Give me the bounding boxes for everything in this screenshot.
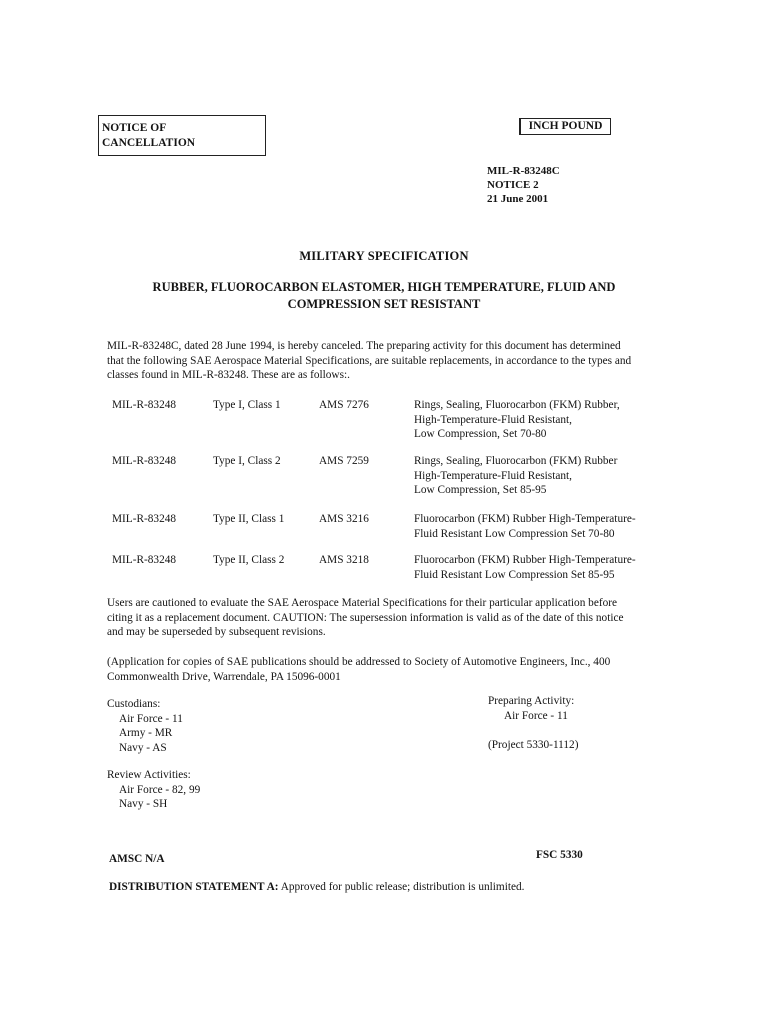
specification-title-line1: RUBBER, FLUOROCARBON ELASTOMER, HIGH TEMPERATURE, FLUID AND (152, 280, 616, 294)
replacement-type-class: Type I, Class 2 (213, 455, 281, 467)
replacement-spec: MIL-R-83248 (112, 513, 177, 525)
preparing-activity-value: Air Force - 11 (504, 709, 568, 722)
replacement-ams: AMS 3216 (319, 513, 369, 525)
distribution-statement-text: Approved for public release; distribution is unlimited. (278, 881, 525, 893)
review-activities-label: Review Activities: (107, 769, 191, 781)
caution-line: citing it as a replacement document. CAUTION: The supersession information is valid as of the date of this notice (107, 611, 624, 624)
document-number: MIL-R-83248C (487, 165, 560, 177)
description-line: Fluid Resistant Low Compression Set 70-80 (414, 527, 615, 540)
specification-title (100, 279, 668, 313)
description-line: Rings, Sealing, Fluorocarbon (FKM) Rubber (414, 455, 618, 467)
application-line: Commonwealth Drive, Warrendale, PA 15096-0001 (107, 670, 341, 683)
replacement-description (414, 454, 664, 498)
replacement-ams: AMS 7259 (319, 455, 369, 467)
custodians-block (107, 697, 183, 755)
description-line: Low Compression, Set 85-95 (414, 484, 547, 496)
replacement-type-class: Type II, Class 1 (213, 513, 285, 525)
replacement-spec: MIL-R-83248 (112, 399, 177, 411)
application-line: (Application for copies of SAE publications should be addressed to Society of Automotive Engineers, Inc., 400 (107, 656, 611, 668)
notice-of-cancellation-box (98, 115, 266, 156)
replacement-ams: AMS 3218 (319, 554, 369, 566)
notice-date: 21 June 2001 (487, 193, 549, 205)
caution-line: and may be superseded by subsequent revisions. (107, 626, 326, 638)
custodians-label: Custodians: (107, 698, 161, 710)
description-line: Fluorocarbon (FKM) Rubber High-Temperature- (414, 513, 636, 525)
amsc-code: AMSC N/A (109, 853, 165, 865)
project-number: (Project 5330-1112) (488, 739, 579, 751)
custodian-item: Army - MR (119, 727, 173, 739)
custodian-item: Air Force - 11 (119, 712, 183, 725)
replacement-description (414, 512, 664, 541)
replacement-spec: MIL-R-83248 (112, 554, 177, 566)
inch-pound-box: INCH POUND (519, 118, 611, 135)
description-line: Fluorocarbon (FKM) Rubber High-Temperature- (414, 554, 636, 566)
replacement-type-class: Type I, Class 1 (213, 399, 281, 411)
replacement-spec: MIL-R-83248 (112, 455, 177, 467)
intro-line: that the following SAE Aerospace Material Specifications, are suitable replacements, in accordance to the types and (107, 354, 632, 367)
intro-line: MIL-R-83248C, dated 28 June 1994, is hereby canceled. The preparing activity for this document has determined (107, 340, 621, 352)
replacement-description (414, 398, 664, 442)
document-identifier-block (487, 164, 560, 206)
preparing-activity-label: Preparing Activity: (488, 695, 575, 707)
intro-paragraph (107, 339, 659, 383)
users-caution-paragraph (107, 596, 659, 640)
replacement-ams: AMS 7276 (319, 399, 369, 411)
review-activity-item: Air Force - 82, 99 (119, 783, 201, 796)
description-line: Rings, Sealing, Fluorocarbon (FKM) Rubber, (414, 399, 620, 411)
description-line: High-Temperature-Fluid Resistant, (414, 413, 572, 426)
custodian-item: Navy - AS (119, 741, 167, 754)
intro-line: classes found in MIL-R-83248. These are as follows:. (107, 369, 350, 381)
fsc-code: FSC 5330 (536, 849, 583, 861)
distribution-statement (109, 880, 524, 895)
replacement-type-class: Type II, Class 2 (213, 554, 285, 566)
review-activities-block (107, 768, 200, 812)
notice-number: NOTICE 2 (487, 179, 539, 191)
caution-line: Users are cautioned to evaluate the SAE Aerospace Material Specifications for their particular application before (107, 597, 618, 609)
distribution-statement-label: DISTRIBUTION STATEMENT A: (109, 881, 279, 893)
description-line: High-Temperature-Fluid Resistant, (414, 469, 572, 482)
replacement-description (414, 553, 664, 582)
application-paragraph (107, 655, 659, 684)
preparing-activity-block (488, 694, 574, 723)
notice-box-line2: CANCELLATION (102, 136, 196, 149)
description-line: Fluid Resistant Low Compression Set 85-95 (414, 568, 615, 581)
specification-type-heading: MILITARY SPECIFICATION (299, 249, 469, 263)
review-activity-item: Navy - SH (119, 798, 168, 810)
specification-title-line2: COMPRESSION SET RESISTANT (287, 297, 481, 311)
description-line: Low Compression, Set 70-80 (414, 428, 547, 440)
notice-box-line1: NOTICE OF (102, 122, 167, 134)
